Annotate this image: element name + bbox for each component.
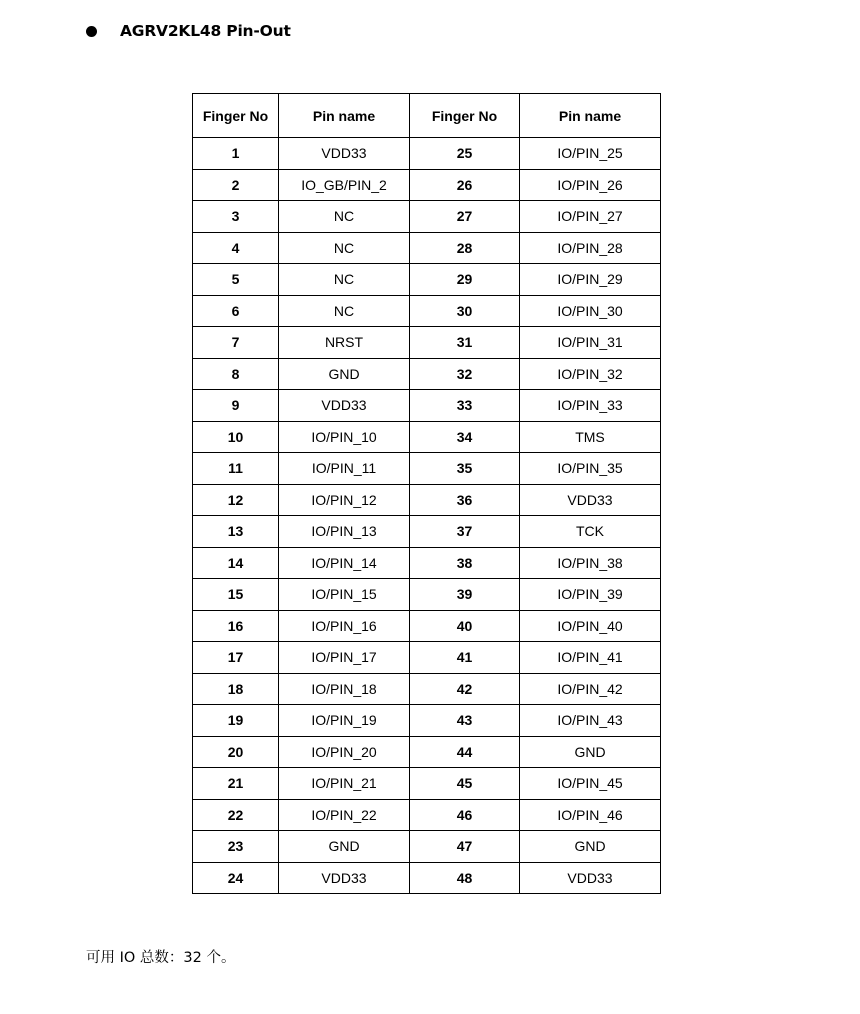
finger-no-left-cell: 23 [193, 831, 279, 863]
pin-name-left-cell: IO/PIN_14 [279, 547, 410, 579]
pin-name-right-cell: IO/PIN_41 [520, 642, 661, 674]
pin-name-left-cell: NC [279, 201, 410, 233]
pin-name-right-cell: IO/PIN_35 [520, 453, 661, 485]
finger-no-right-cell: 47 [410, 831, 520, 863]
header-pin-name-right: Pin name [520, 94, 661, 138]
pin-name-left-cell: VDD33 [279, 138, 410, 170]
finger-no-right-cell: 40 [410, 610, 520, 642]
finger-no-right-cell: 28 [410, 232, 520, 264]
pin-name-left-cell: IO_GB/PIN_2 [279, 169, 410, 201]
pin-name-right-cell: IO/PIN_46 [520, 799, 661, 831]
pin-name-left-cell: NC [279, 295, 410, 327]
pin-name-left-cell: IO/PIN_20 [279, 736, 410, 768]
finger-no-left-cell: 5 [193, 264, 279, 296]
bullet-icon [86, 26, 97, 37]
pin-name-right-cell: IO/PIN_42 [520, 673, 661, 705]
pin-name-right-cell: TMS [520, 421, 661, 453]
table-row [193, 831, 661, 863]
finger-no-left-cell: 10 [193, 421, 279, 453]
finger-no-left-cell: 19 [193, 705, 279, 737]
pin-name-right-cell: IO/PIN_31 [520, 327, 661, 359]
pin-name-left-cell: IO/PIN_18 [279, 673, 410, 705]
pin-name-left-cell: IO/PIN_12 [279, 484, 410, 516]
finger-no-right-cell: 43 [410, 705, 520, 737]
finger-no-right-cell: 38 [410, 547, 520, 579]
finger-no-right-cell: 41 [410, 642, 520, 674]
pin-name-left-cell: IO/PIN_19 [279, 705, 410, 737]
header-finger-no-right: Finger No [410, 94, 520, 138]
finger-no-left-cell: 15 [193, 579, 279, 611]
table-row [193, 264, 661, 296]
finger-no-right-cell: 36 [410, 484, 520, 516]
header-pin-name-left: Pin name [279, 94, 410, 138]
pin-name-left-cell: GND [279, 358, 410, 390]
pin-name-right-cell: GND [520, 831, 661, 863]
pin-name-right-cell: IO/PIN_26 [520, 169, 661, 201]
table-row [193, 169, 661, 201]
pin-name-right-cell: IO/PIN_45 [520, 768, 661, 800]
pin-name-right-cell: TCK [520, 516, 661, 548]
pin-name-left-cell: IO/PIN_17 [279, 642, 410, 674]
finger-no-right-cell: 33 [410, 390, 520, 422]
table-row [193, 327, 661, 359]
pin-name-left-cell: IO/PIN_11 [279, 453, 410, 485]
table-row [193, 232, 661, 264]
pin-name-right-cell: IO/PIN_40 [520, 610, 661, 642]
table-row [193, 705, 661, 737]
finger-no-left-cell: 12 [193, 484, 279, 516]
pin-name-left-cell: VDD33 [279, 862, 410, 894]
pin-name-right-cell: GND [520, 736, 661, 768]
pin-name-right-cell: IO/PIN_32 [520, 358, 661, 390]
finger-no-right-cell: 44 [410, 736, 520, 768]
finger-no-left-cell: 22 [193, 799, 279, 831]
finger-no-left-cell: 2 [193, 169, 279, 201]
section-heading [86, 18, 291, 44]
table-row [193, 484, 661, 516]
table-row [193, 358, 661, 390]
finger-no-right-cell: 42 [410, 673, 520, 705]
table-row [193, 579, 661, 611]
table-row [193, 138, 661, 170]
heading-title: AGRV2KL48 Pin-Out [120, 22, 291, 40]
pin-name-left-cell: IO/PIN_21 [279, 768, 410, 800]
pin-name-right-cell: IO/PIN_33 [520, 390, 661, 422]
pin-name-right-cell: IO/PIN_30 [520, 295, 661, 327]
finger-no-left-cell: 16 [193, 610, 279, 642]
table-row [193, 862, 661, 894]
table-row [193, 421, 661, 453]
table-row [193, 610, 661, 642]
finger-no-left-cell: 18 [193, 673, 279, 705]
pinout-table [192, 93, 661, 894]
pin-name-right-cell: IO/PIN_25 [520, 138, 661, 170]
finger-no-left-cell: 11 [193, 453, 279, 485]
pin-name-left-cell: IO/PIN_22 [279, 799, 410, 831]
table-row [193, 547, 661, 579]
finger-no-left-cell: 1 [193, 138, 279, 170]
finger-no-right-cell: 46 [410, 799, 520, 831]
finger-no-right-cell: 26 [410, 169, 520, 201]
finger-no-left-cell: 21 [193, 768, 279, 800]
finger-no-left-cell: 14 [193, 547, 279, 579]
finger-no-left-cell: 24 [193, 862, 279, 894]
finger-no-left-cell: 4 [193, 232, 279, 264]
table-row [193, 673, 661, 705]
finger-no-right-cell: 39 [410, 579, 520, 611]
pin-name-right-cell: IO/PIN_27 [520, 201, 661, 233]
finger-no-right-cell: 34 [410, 421, 520, 453]
finger-no-right-cell: 27 [410, 201, 520, 233]
finger-no-right-cell: 35 [410, 453, 520, 485]
pin-name-right-cell: VDD33 [520, 484, 661, 516]
finger-no-right-cell: 25 [410, 138, 520, 170]
io-count-note: 可用 IO 总数：32 个。 [86, 950, 236, 966]
pin-name-left-cell: IO/PIN_10 [279, 421, 410, 453]
table-row [193, 736, 661, 768]
finger-no-right-cell: 32 [410, 358, 520, 390]
finger-no-right-cell: 48 [410, 862, 520, 894]
pin-name-left-cell: GND [279, 831, 410, 863]
finger-no-right-cell: 30 [410, 295, 520, 327]
pin-name-right-cell: IO/PIN_39 [520, 579, 661, 611]
table-row [193, 799, 661, 831]
table-row [193, 768, 661, 800]
pin-name-left-cell: IO/PIN_15 [279, 579, 410, 611]
table-row [193, 642, 661, 674]
table-row [193, 516, 661, 548]
finger-no-left-cell: 6 [193, 295, 279, 327]
table-row [193, 390, 661, 422]
finger-no-right-cell: 31 [410, 327, 520, 359]
table-row [193, 295, 661, 327]
pin-name-left-cell: IO/PIN_16 [279, 610, 410, 642]
pin-name-right-cell: VDD33 [520, 862, 661, 894]
table-header-row [193, 94, 661, 138]
pin-name-right-cell: IO/PIN_38 [520, 547, 661, 579]
finger-no-left-cell: 7 [193, 327, 279, 359]
finger-no-left-cell: 9 [193, 390, 279, 422]
table-row [193, 453, 661, 485]
finger-no-right-cell: 29 [410, 264, 520, 296]
pin-name-right-cell: IO/PIN_29 [520, 264, 661, 296]
pin-name-left-cell: VDD33 [279, 390, 410, 422]
pin-name-left-cell: NC [279, 232, 410, 264]
pin-name-right-cell: IO/PIN_28 [520, 232, 661, 264]
finger-no-left-cell: 13 [193, 516, 279, 548]
pin-name-right-cell: IO/PIN_43 [520, 705, 661, 737]
finger-no-left-cell: 8 [193, 358, 279, 390]
pin-name-left-cell: IO/PIN_13 [279, 516, 410, 548]
pin-name-left-cell: NRST [279, 327, 410, 359]
pin-name-left-cell: NC [279, 264, 410, 296]
finger-no-left-cell: 20 [193, 736, 279, 768]
finger-no-left-cell: 17 [193, 642, 279, 674]
finger-no-right-cell: 45 [410, 768, 520, 800]
finger-no-right-cell: 37 [410, 516, 520, 548]
header-finger-no-left: Finger No [193, 94, 279, 138]
finger-no-left-cell: 3 [193, 201, 279, 233]
table-row [193, 201, 661, 233]
